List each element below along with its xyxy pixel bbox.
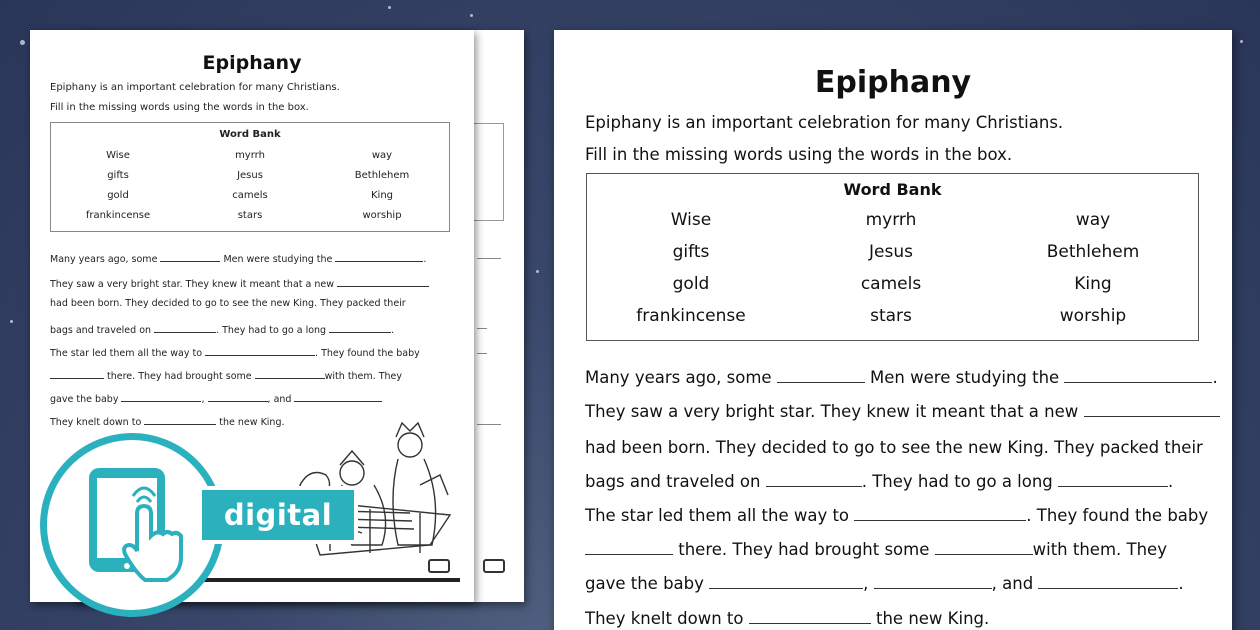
digital-tablet-badge	[40, 433, 224, 617]
preview-passage-line: gave the baby , , and	[50, 390, 382, 405]
answer-blank[interactable]	[854, 507, 1026, 521]
word-bank-title: Word Bank	[843, 180, 942, 199]
answer-blank[interactable]	[766, 473, 862, 487]
passage-line: bags and traveled on . They had to go a long .	[585, 472, 1174, 491]
preview-passage-line: there. They had brought some with them. They	[50, 367, 402, 382]
preview-word: Jesus	[237, 170, 263, 181]
background-star	[1240, 40, 1243, 43]
passage-line: Many years ago, some Men were studying the .	[585, 368, 1218, 387]
answer-blank[interactable]	[1084, 403, 1220, 417]
answer-blank[interactable]	[709, 575, 863, 589]
preview-instructions: Fill in the missing words using the words in the box.	[50, 102, 309, 113]
word-bank-word: gifts	[672, 242, 710, 262]
answer-blank[interactable]	[777, 369, 865, 383]
preview-word-bank	[50, 122, 450, 232]
preview-title: Epiphany	[202, 52, 302, 74]
passage-line: They knelt down to the new King.	[585, 609, 990, 628]
preview-word-bank-title: Word Bank	[219, 129, 281, 140]
publisher-logo-icon	[428, 559, 450, 573]
preview-word: Bethlehem	[354, 170, 410, 181]
preview-footer-bar	[170, 578, 460, 582]
answer-blank[interactable]	[1038, 575, 1178, 589]
preview-word: Wise	[106, 150, 130, 161]
worksheet-main	[554, 30, 1232, 630]
passage-line: had been born. They decided to go to see the new King. They packed their	[585, 438, 1203, 457]
blank-line-back	[477, 328, 487, 329]
word-bank-word: Jesus	[869, 242, 913, 262]
preview-word: gifts	[107, 170, 129, 181]
preview-passage-line: They knelt down to the new King.	[50, 413, 285, 428]
blank-line-back	[477, 258, 501, 259]
preview-word: gold	[107, 190, 129, 201]
preview-word: camels	[232, 190, 268, 201]
answer-blank[interactable]	[585, 541, 673, 555]
word-bank-word: Wise	[670, 210, 712, 230]
passage-line: They saw a very bright star. They knew it meant that a new	[585, 402, 1220, 421]
digital-label-badge: digital	[198, 486, 358, 544]
preview-word: myrrh	[235, 150, 265, 161]
word-bank-box-back	[474, 123, 504, 221]
word-bank-word: worship	[1059, 306, 1127, 326]
preview-word: frankincense	[85, 210, 151, 221]
answer-blank[interactable]	[935, 541, 1033, 555]
passage-line: The star led them all the way to . They found the baby	[585, 506, 1209, 525]
passage-line: gave the baby , , and .	[585, 574, 1184, 593]
worksheet-title: Epiphany	[814, 65, 972, 100]
preview-passage-line: The star led them all the way to . They found the baby	[50, 344, 420, 359]
worksheet-intro: Epiphany is an important celebration for many Christians.	[585, 113, 1064, 132]
preview-intro: Epiphany is an important celebration for many Christians.	[50, 82, 340, 93]
background-star	[536, 270, 539, 273]
tablet-tap-icon	[69, 462, 197, 590]
answer-blank[interactable]	[749, 610, 871, 624]
background-star	[20, 40, 25, 45]
answer-blank[interactable]	[874, 575, 992, 589]
word-bank-word: myrrh	[865, 210, 917, 230]
answer-blank[interactable]	[1064, 369, 1212, 383]
answer-blank[interactable]	[1058, 473, 1168, 487]
word-bank-word: way	[1075, 210, 1111, 230]
preview-word: King	[370, 190, 394, 201]
word-bank-word: camels	[860, 274, 922, 294]
preview-passage-line: They saw a very bright star. They knew it meant that a new	[50, 275, 429, 290]
word-bank	[586, 173, 1199, 341]
blank-line-back	[477, 353, 487, 354]
passage-line: there. They had brought some with them. They	[585, 540, 1167, 559]
word-bank-word: stars	[870, 306, 912, 326]
word-bank-word: gold	[672, 274, 710, 294]
word-bank-word: Bethlehem	[1046, 242, 1140, 262]
word-bank-word: King	[1074, 274, 1112, 294]
preview-word: way	[371, 150, 393, 161]
preview-word: worship	[362, 210, 402, 221]
worksheet-instructions: Fill in the missing words using the words in the box.	[585, 145, 1013, 164]
background-star	[10, 320, 13, 323]
preview-passage-line: Many years ago, some Men were studying the .	[50, 250, 426, 265]
blank-line-back	[477, 424, 501, 425]
background-star	[388, 6, 391, 9]
preview-passage-line: bags and traveled on . They had to go a long .	[50, 321, 394, 336]
word-bank-word: frankincense	[636, 306, 746, 326]
preview-passage-line: had been born. They decided to go to see the new King. They packed their	[50, 298, 406, 309]
background-star	[470, 14, 473, 17]
preview-word: stars	[237, 210, 263, 221]
publisher-logo-icon	[483, 559, 505, 573]
